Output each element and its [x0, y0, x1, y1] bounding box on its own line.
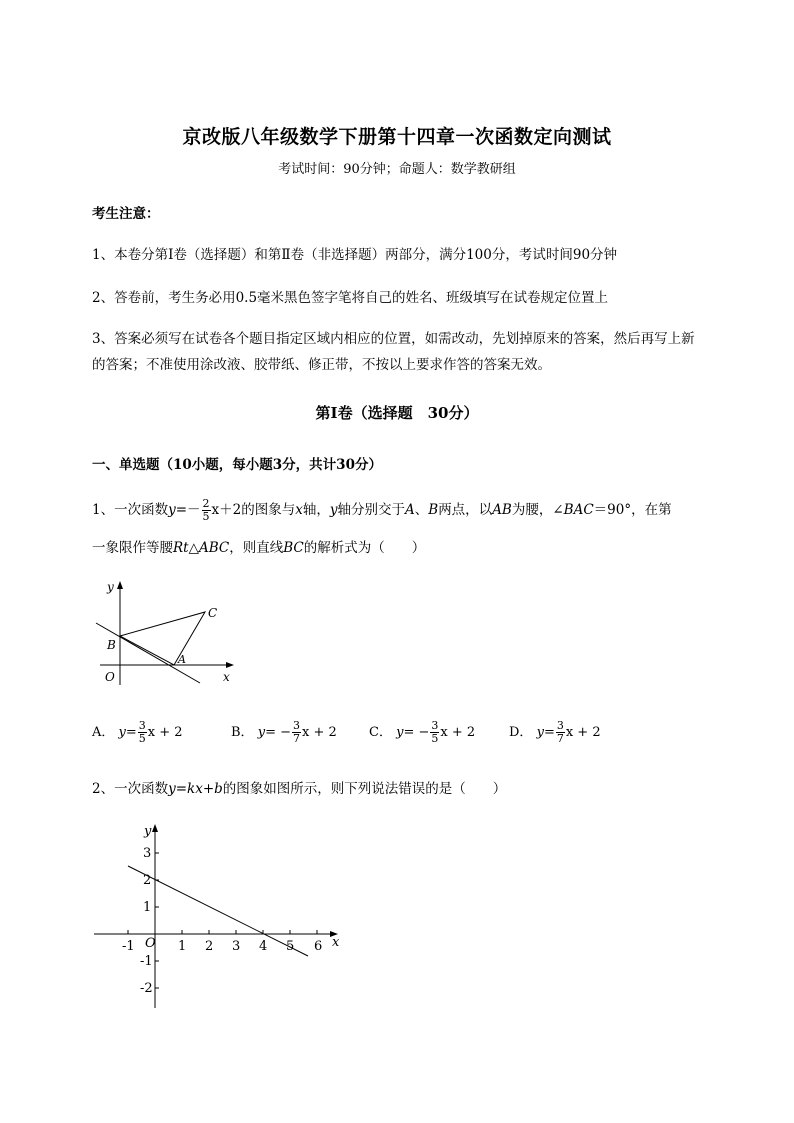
q1-func-eq: =－	[175, 502, 201, 518]
q1-frac-den: 5	[202, 510, 210, 523]
question-1-line-2	[92, 536, 425, 556]
option-c-eq: = −	[403, 725, 430, 740]
q1-sep: 、	[414, 502, 429, 518]
question-1-line-1	[92, 498, 672, 523]
option-c-fraction	[430, 720, 439, 745]
q1-x-arrow	[226, 662, 234, 668]
option-c-lhs: y	[396, 725, 404, 740]
q1-label-o: O	[105, 670, 115, 684]
q1-mid1: 的图象与	[241, 502, 296, 518]
q2-x-tick-label: 1	[178, 939, 187, 954]
option-b-fraction	[292, 720, 301, 745]
option-d-fraction	[556, 720, 565, 745]
option-b-lhs: y	[257, 725, 266, 740]
notice-item-1: 1、本卷分第I卷（选择题）和第Ⅱ卷（非选择题）两部分，满分100分，考试时间90分钟	[92, 247, 618, 263]
q2-prefix: 2、一次函数	[92, 781, 169, 797]
page-title: 京改版八年级数学下册第十四章一次函数定向测试	[182, 126, 612, 148]
option-b[interactable]	[231, 720, 337, 745]
option-d-rest: x + 2	[565, 725, 601, 740]
q1-mid6: ＝90°，在第	[593, 502, 672, 518]
q2-label-y: y	[144, 824, 152, 839]
option-d-den: 7	[556, 732, 564, 745]
q1-func-y: y	[168, 502, 176, 518]
q1-triangle-abc	[120, 612, 205, 665]
option-d-lhs: y	[536, 725, 544, 740]
q1-angle: BAC	[563, 502, 594, 518]
q2-y-tick-label: 2	[143, 873, 152, 888]
option-b-den: 7	[292, 732, 300, 745]
option-c-num: 3	[431, 719, 439, 732]
q1-x-axis: x	[295, 502, 303, 518]
q1-y-axis: y	[329, 502, 338, 518]
option-a[interactable]	[92, 720, 183, 745]
option-a-rest: x + 2	[147, 725, 183, 740]
q1-label-x: x	[223, 670, 230, 684]
q1-mid2: 轴，	[302, 502, 330, 518]
q1-y-arrow	[117, 581, 123, 589]
q1-label-c: C	[208, 606, 218, 620]
q2-label-x: x	[332, 935, 340, 950]
notice-heading: 考生注意：	[92, 206, 160, 222]
q1-line-bc: BC	[283, 540, 304, 556]
q1-line2-end: 的解析式为（ ）	[303, 540, 426, 556]
q1-label-b: B	[107, 638, 116, 652]
q2-x-tick-label: 4	[259, 939, 268, 954]
q2-x-tick-label: -1	[122, 939, 135, 954]
question-2	[92, 777, 506, 797]
option-d-letter: D．	[509, 725, 533, 740]
notice-item-2: 2、答卷前，考生务必用0.5毫米黑色签字笔将自己的姓名、班级填写在试卷规定位置上	[92, 290, 609, 306]
option-a-letter: A．	[92, 725, 115, 740]
q2-x-tick-label: 5	[286, 939, 295, 954]
section-title: 第I卷（选择题 30分）	[315, 404, 479, 422]
q2-func: y=kx+b	[168, 781, 223, 797]
q2-graph	[88, 818, 358, 1013]
option-b-num: 3	[292, 719, 300, 732]
option-c-rest: x + 2	[440, 725, 476, 740]
q2-x-tick-label: 6	[314, 939, 323, 954]
option-a-lhs: y	[118, 725, 126, 740]
option-d-num: 3	[556, 719, 564, 732]
q1-prefix: 1、一次函数	[92, 502, 169, 518]
q2-y-tick-label: 3	[143, 846, 152, 861]
q1-mid4: 两点，以	[438, 502, 493, 518]
q1-point-b: B	[428, 502, 439, 518]
q2-y-tick-label: 1	[143, 900, 152, 915]
q1-line2-prefix: 一象限作等腰	[92, 540, 173, 556]
q2-y-tick-label: -2	[140, 981, 153, 996]
option-a-eq: =	[125, 725, 137, 740]
q1-rt: Rt	[173, 540, 189, 556]
q2-label-o: O	[145, 936, 156, 951]
q1-func-rest: x＋2	[211, 502, 242, 518]
option-c-den: 5	[431, 732, 439, 745]
q2-x-tick-label: 2	[205, 939, 214, 954]
option-c[interactable]	[369, 720, 475, 745]
option-a-fraction	[138, 720, 147, 745]
q1-line2-mid: ，则直线	[229, 540, 284, 556]
q1-segment-ab: AB	[492, 502, 512, 518]
q1-label-y: y	[107, 580, 114, 594]
notice-item-3: 3、答案必须写在试卷各个题目指定区域内相应的位置，如需改动，先划掉原来的答案，然后再写上新	[92, 331, 695, 347]
q2-ticks	[128, 853, 317, 988]
q1-mid5: 为腰，∠	[511, 502, 564, 518]
option-b-rest: x + 2	[301, 725, 337, 740]
q2-y-tick-label: -1	[140, 954, 153, 969]
q1-fraction	[202, 498, 211, 523]
q1-triangle: △ABC	[188, 540, 230, 556]
q1-label-a: A	[178, 653, 186, 666]
q2-y-arrow	[152, 824, 158, 832]
option-b-eq: = −	[265, 725, 291, 740]
option-d[interactable]	[509, 720, 601, 745]
option-a-num: 3	[138, 719, 146, 732]
option-b-letter: B．	[231, 725, 254, 740]
q1-frac-num: 2	[202, 497, 210, 510]
notice-item-3-cont: 的答案；不准使用涂改液、胶带纸、修正带，不按以上要求作答的答案无效。	[92, 357, 551, 373]
option-c-letter: C．	[369, 725, 392, 740]
option-a-den: 5	[138, 732, 146, 745]
q2-x-tick-label: 3	[232, 939, 241, 954]
q1-figure	[90, 575, 250, 690]
q1-point-a: A	[405, 502, 415, 518]
exam-info: 考试时间：90分钟；命题人：数学教研组	[278, 162, 516, 177]
q1-mid3: 轴分别交于	[337, 502, 406, 518]
option-d-eq: =	[543, 725, 555, 740]
part-heading: 一、单选题（10小题，每小题3分，共计30分）	[92, 457, 382, 473]
q2-suffix: 的图象如图所示，则下列说法错误的是（ ）	[222, 781, 507, 797]
